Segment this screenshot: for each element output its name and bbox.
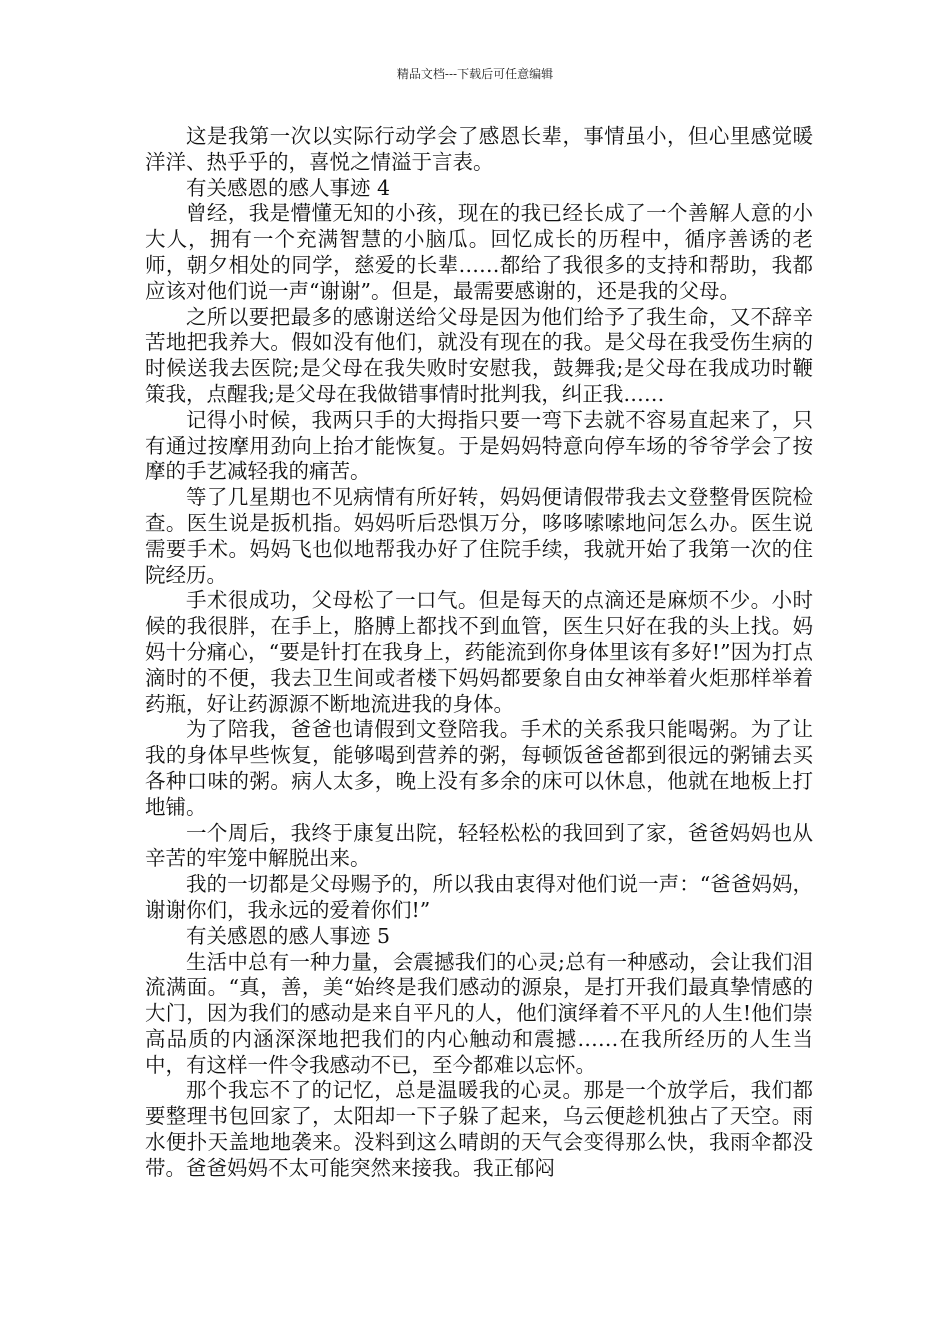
paragraph: 生活中总有一种力量，会震撼我们的心灵;总有一种感动，会让我们泪流满面。“真，善，美“始终是我们感动的源泉，是打开我们最真挚情感的大门，因为我们的感动是来自平凡的人，他们演绎着不平凡的人生!他们崇高品质的内涵深深地把我们的内心触动和震撼……在我所经历的人生当中，有这样一件令我感动不已，至今都难以忘怀。 xyxy=(145,949,813,1077)
section-heading: 有关感恩的感人事迹 4 xyxy=(186,175,391,200)
paragraph: 一个周后，我终于康复出院，轻轻松松的我回到了家，爸爸妈妈也从辛苦的牢笼中解脱出来。 xyxy=(145,820,813,871)
paragraph: 这是我第一次以实际行动学会了感恩长辈，事情虽小，但心里感觉暖洋洋、热乎乎的，喜悦之情溢于言表。 xyxy=(145,124,813,174)
page-header: 精品文档---下载后可任意编辑 xyxy=(396,67,554,81)
paragraph: 之所以要把最多的感谢送给父母是因为他们给予了我生命，又不辞辛苦地把我养大。假如没有他们，就没有现在的我。是父母在我受伤生病的时候送我去医院;是父母在我失败时安慰我，鼓舞我;是父母在我成功时鞭策我，点醒我;是父母在我做错事情时批判我，纠正我…… xyxy=(145,304,813,406)
paragraph: 记得小时候，我两只手的大拇指只要一弯下去就不容易直起来了，只有通过按摩用劲向上抬才能恢复。于是妈妈特意向停车场的爷爷学会了按摩的手艺减轻我的痛苦。 xyxy=(145,407,813,484)
document-body xyxy=(145,124,813,1182)
paragraph: 我的一切都是父母赐予的，所以我由衷得对他们说一声：“爸爸妈妈，谢谢你们，我永远的爱着你们!” xyxy=(145,872,813,922)
paragraph: 曾经，我是懵懂无知的小孩，现在的我已经长成了一个善解人意的小大人，拥有一个充满智慧的小脑瓜。回忆成长的历程中，循序善诱的老师，朝夕相处的同学，慈爱的长辈……都给了我很多的支持和帮助，我都应该对他们说一声“谢谢”。但是，最需要感谢的，还是我的父母。 xyxy=(145,201,813,303)
paragraph: 等了几星期也不见病情有所好转，妈妈便请假带我去文登整骨医院检查。医生说是扳机指。妈妈听后恐惧万分，哆哆嗦嗦地问怎么办。医生说需要手术。妈妈飞也似地帮我办好了住院手续，我就开始了我第一次的住院经历。 xyxy=(145,485,813,587)
paragraph: 那个我忘不了的记忆，总是温暖我的心灵。那是一个放学后，我们都要整理书包回家了，太阳却一下子躲了起来，乌云便趁机独占了天空。雨水便扑天盖地地袭来。没料到这么晴朗的天气会变得那么快，我雨伞都没带。爸爸妈妈不太可能突然来接我。我正郁闷 xyxy=(145,1078,813,1180)
section-heading: 有关感恩的感人事迹 5 xyxy=(186,923,391,948)
paragraph: 为了陪我，爸爸也请假到文登陪我。手术的关系我只能喝粥。为了让我的身体早些恢复，能够喝到营养的粥，每顿饭爸爸都到很远的粥铺去买各种口味的粥。病人太多，晚上没有多余的床可以休息，他就在地板上打地铺。 xyxy=(145,717,813,819)
paragraph: 手术很成功，父母松了一口气。但是每天的点滴还是麻烦不少。小时候的我很胖，在手上，胳膊上都找不到血管，医生只好在我的头上找。妈妈十分痛心，“要是针打在我身上，药能流到你身体里该有多好!”因为打点滴时的不便，我去卫生间或者楼下妈妈都要象自由女神举着火炬那样举着药瓶，好让药源源不断地流进我的身体。 xyxy=(145,588,813,716)
